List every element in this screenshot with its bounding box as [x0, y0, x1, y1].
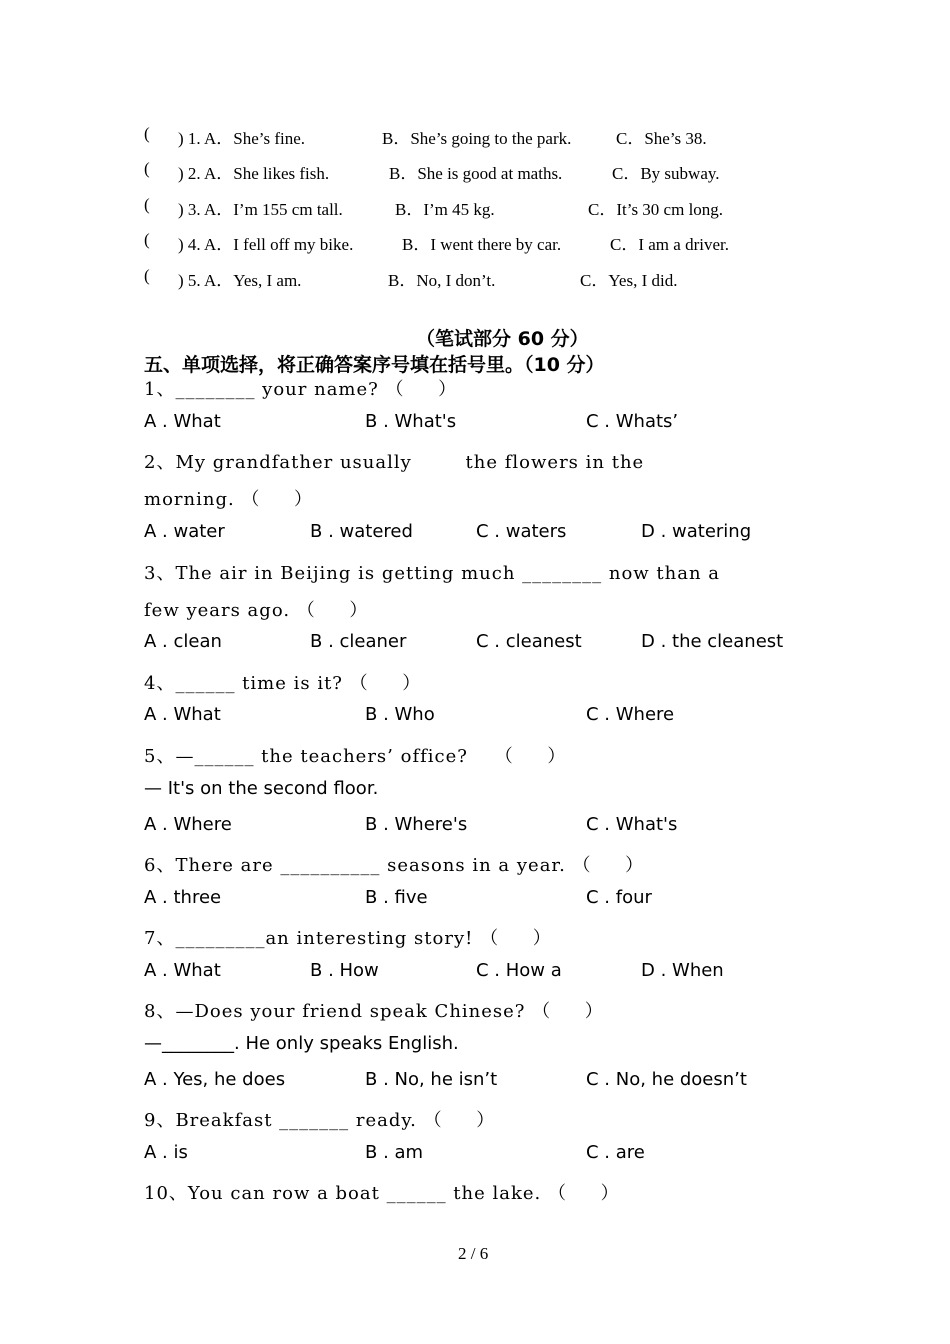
option-a: A . What: [144, 411, 221, 432]
option-c: C . Where: [586, 704, 675, 725]
option-a: A . clean: [144, 631, 222, 652]
option-d: D . watering: [641, 521, 752, 542]
option-c: C．It’s 30 cm long.: [588, 200, 724, 219]
option-c: C．I am a driver.: [610, 235, 729, 254]
dialogue-answer: [144, 1033, 459, 1054]
option-a: A . is: [144, 1142, 188, 1163]
option-b: B . Where's: [365, 814, 468, 835]
option-c: C . cleanest: [476, 631, 582, 652]
option-c: C．She’s 38.: [616, 129, 707, 148]
answer-paren: (: [144, 230, 150, 249]
option-c: C．By subway.: [612, 164, 720, 183]
option-b: B . am: [365, 1142, 424, 1163]
option-a: ) 4. A．I fell off my bike.: [178, 235, 354, 254]
option-a: ) 1. A．She’s fine.: [178, 129, 306, 148]
question-stem: 8、—Does your friend speak Chinese? （ ）: [144, 1001, 604, 1022]
option-b: B．She’s going to the park.: [382, 129, 572, 148]
question-stem-continued: few years ago. （ ）: [144, 600, 369, 621]
option-b: B . watered: [310, 521, 413, 542]
question-stem: 10、You can row a boat ______ the lake. （ ）: [144, 1183, 620, 1204]
question-stem-continued: morning. （ ）: [144, 489, 314, 510]
option-b: B . What's: [365, 411, 457, 432]
option-c: C．Yes, I did.: [580, 271, 678, 290]
option-a: A . three: [144, 887, 222, 908]
option-b: B . Who: [365, 704, 435, 725]
option-b: B．I went there by car.: [402, 235, 562, 254]
option-c: C . What's: [586, 814, 678, 835]
question-stem: 1、________ your name? （ ）: [144, 379, 458, 400]
question-stem: 5、—______ the teachers’ office? （ ）: [144, 746, 567, 767]
option-a: ) 3. A．I’m 155 cm tall.: [178, 200, 343, 219]
question-stem: 2、My grandfather usually the flowers in the: [144, 452, 645, 473]
option-a: A . Where: [144, 814, 232, 835]
question-stem: 7、_________an interesting story! （ ）: [144, 928, 552, 949]
question-stem: 3、The air in Beijing is getting much ________ now than a: [144, 563, 721, 584]
option-a: A . Yes, he does: [144, 1069, 286, 1090]
question-stem: 9、Breakfast _______ ready. （ ）: [144, 1110, 496, 1131]
option-c: C . How a: [476, 960, 562, 981]
answer-paren: (: [144, 159, 150, 178]
option-c: C . waters: [476, 521, 567, 542]
option-d: D . the cleanest: [641, 631, 784, 652]
dialogue-answer: — It's on the second floor.: [144, 778, 379, 799]
option-b: B . five: [365, 887, 428, 908]
answer-blank: ________: [162, 1033, 234, 1054]
option-a: ) 5. A．Yes, I am.: [178, 271, 302, 290]
option-b: B . No, he isn’t: [365, 1069, 498, 1090]
option-a: A . What: [144, 960, 221, 981]
page-number: 2 / 6: [458, 1244, 489, 1263]
option-c: C . No, he doesn’t: [586, 1069, 747, 1090]
option-c: C . Whats’: [586, 411, 679, 432]
option-c: C . are: [586, 1142, 645, 1163]
dash: —: [144, 1033, 162, 1054]
option-a: ) 2. A．She likes fish.: [178, 164, 330, 183]
written-part-title: （笔试部分 60 分）: [416, 328, 589, 350]
answer-rest: . He only speaks English.: [234, 1033, 459, 1054]
answer-paren: (: [144, 124, 150, 143]
option-b: B . How: [310, 960, 379, 981]
option-a: A . water: [144, 521, 225, 542]
option-d: D . When: [641, 960, 724, 981]
question-stem: 4、______ time is it? （ ）: [144, 673, 422, 694]
section-title: 五、单项选择，将正确答案序号填在括号里。（10 分）: [144, 354, 605, 376]
option-b: B．I’m 45 kg.: [395, 200, 495, 219]
answer-paren: (: [144, 195, 150, 214]
option-a: A . What: [144, 704, 221, 725]
option-c: C . four: [586, 887, 652, 908]
option-b: B．No, I don’t.: [388, 271, 496, 290]
option-b: B．She is good at maths.: [389, 164, 563, 183]
answer-paren: (: [144, 266, 150, 285]
question-stem: 6、There are __________ seasons in a year. （ ）: [144, 855, 645, 876]
option-b: B . cleaner: [310, 631, 407, 652]
